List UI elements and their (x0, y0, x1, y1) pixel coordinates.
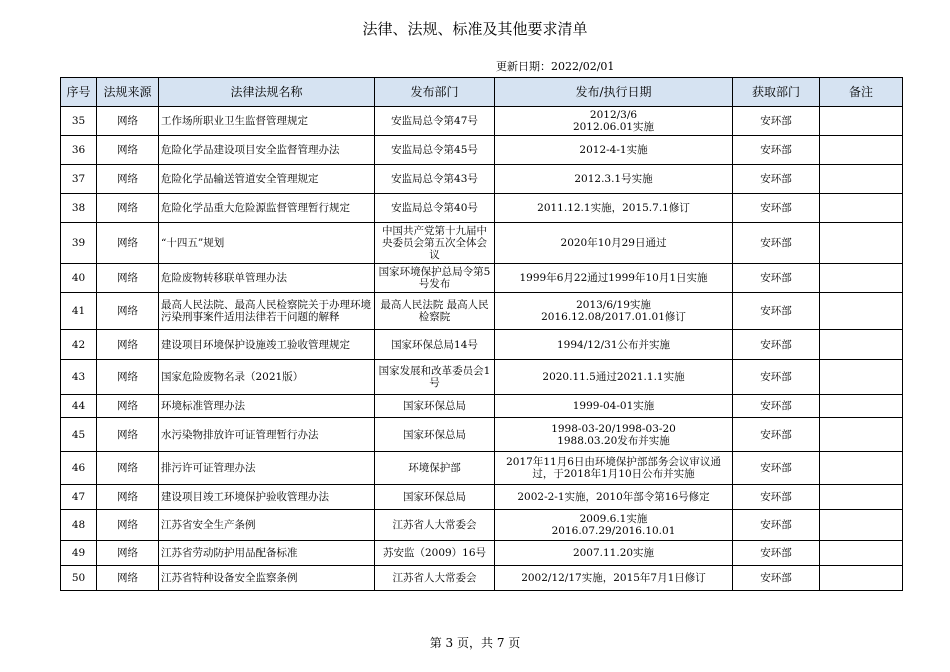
remarks-cell (820, 136, 903, 165)
remarks-cell (820, 485, 903, 510)
table-row (61, 136, 903, 165)
table-row (61, 452, 903, 485)
regulation-name: 江苏省特种设备安全监察条例 (159, 566, 375, 591)
issuing-department: 安监局总令第43号 (375, 165, 495, 194)
department-cell: 安环部 (733, 566, 820, 591)
date-cell: 2002/12/17实施，2015年7月1日修订 (495, 566, 733, 591)
date-cell: 2020年10月29日通过 (495, 223, 733, 264)
table-row (61, 165, 903, 194)
source-cell: 网络 (97, 395, 159, 418)
table-row (61, 541, 903, 566)
table-row (61, 485, 903, 510)
header-cell: 备注 (820, 78, 903, 107)
department-cell: 安环部 (733, 541, 820, 566)
department-cell: 安环部 (733, 194, 820, 223)
header-cell: 法律法规名称 (159, 78, 375, 107)
remarks-cell (820, 165, 903, 194)
row-number: 45 (61, 418, 97, 452)
table-row (61, 360, 903, 395)
date-cell: 2002-2-1实施，2010年部令第16号修定 (495, 485, 733, 510)
issuing-department: 安监局总令第45号 (375, 136, 495, 165)
header-cell: 获取部门 (733, 78, 820, 107)
regulation-name: 危险化学品重大危险源监督管理暂行规定 (159, 194, 375, 223)
remarks-cell (820, 223, 903, 264)
department-cell: 安环部 (733, 223, 820, 264)
row-number: 41 (61, 293, 97, 330)
regulation-name: 最高人民法院、最高人民检察院关于办理环境污染刑事案件适用法律若干问题的解释 (159, 293, 375, 330)
issuing-department: 安监局总令第47号 (375, 107, 495, 136)
date-cell: 2012/3/6 2012.06.01实施 (495, 107, 733, 136)
source-cell: 网络 (97, 223, 159, 264)
regulation-name: 建设项目竣工环境保护验收管理办法 (159, 485, 375, 510)
date-cell: 2009.6.1实施 2016.07.29/2016.10.01 (495, 510, 733, 541)
regulation-name: 排污许可证管理办法 (159, 452, 375, 485)
issuing-department: 安监局总令第40号 (375, 194, 495, 223)
table-row (61, 107, 903, 136)
source-cell: 网络 (97, 360, 159, 395)
row-number: 47 (61, 485, 97, 510)
department-cell: 安环部 (733, 264, 820, 293)
department-cell: 安环部 (733, 165, 820, 194)
source-cell: 网络 (97, 485, 159, 510)
row-number: 40 (61, 264, 97, 293)
source-cell: 网络 (97, 165, 159, 194)
regulation-name: 环境标准管理办法 (159, 395, 375, 418)
remarks-cell (820, 107, 903, 136)
regulation-name: 建设项目环境保护设施竣工验收管理规定 (159, 330, 375, 360)
document-title: 法律、法规、标准及其他要求清单 (362, 20, 588, 38)
table-row (61, 264, 903, 293)
table-row (61, 223, 903, 264)
row-number: 48 (61, 510, 97, 541)
remarks-cell (820, 264, 903, 293)
row-number: 39 (61, 223, 97, 264)
issuing-department: 中国共产党第十九届中央委员会第五次全体会议 (375, 223, 495, 264)
header-cell: 序号 (61, 78, 97, 107)
issuing-department: 国家环保总局14号 (375, 330, 495, 360)
table-row (61, 510, 903, 541)
remarks-cell (820, 452, 903, 485)
department-cell: 安环部 (733, 293, 820, 330)
issuing-department: 国家环境保护总局令第5号发布 (375, 264, 495, 293)
regulation-name: 危险化学品输送管道安全管理规定 (159, 165, 375, 194)
remarks-cell (820, 541, 903, 566)
row-number: 35 (61, 107, 97, 136)
remarks-cell (820, 566, 903, 591)
department-cell: 安环部 (733, 485, 820, 510)
row-number: 36 (61, 136, 97, 165)
issuing-department: 国家环保总局 (375, 418, 495, 452)
date-cell: 2007.11.20实施 (495, 541, 733, 566)
issuing-department: 苏安监（2009）16号 (375, 541, 495, 566)
source-cell: 网络 (97, 566, 159, 591)
table-row (61, 566, 903, 591)
issuing-department: 江苏省人大常委会 (375, 566, 495, 591)
date-cell: 2020.11.5通过2021.1.1实施 (495, 360, 733, 395)
regulation-name: 危险废物转移联单管理办法 (159, 264, 375, 293)
row-number: 50 (61, 566, 97, 591)
remarks-cell (820, 395, 903, 418)
regulation-name: 工作场所职业卫生监督管理规定 (159, 107, 375, 136)
regulations-table (60, 77, 903, 591)
regulation-name: 江苏省安全生产条例 (159, 510, 375, 541)
remarks-cell (820, 293, 903, 330)
department-cell: 安环部 (733, 136, 820, 165)
row-number: 42 (61, 330, 97, 360)
issuing-department: 国家发展和改革委员会1号 (375, 360, 495, 395)
regulation-name: 水污染物排放许可证管理暂行办法 (159, 418, 375, 452)
date-cell: 1998-03-20/1998-03-20 1988.03.20发布并实施 (495, 418, 733, 452)
remarks-cell (820, 330, 903, 360)
row-number: 43 (61, 360, 97, 395)
source-cell: 网络 (97, 194, 159, 223)
issuing-department: 最高人民法院 最高人民检察院 (375, 293, 495, 330)
table-row (61, 330, 903, 360)
header-cell: 发布部门 (375, 78, 495, 107)
source-cell: 网络 (97, 541, 159, 566)
header-cell: 法规来源 (97, 78, 159, 107)
department-cell: 安环部 (733, 452, 820, 485)
source-cell: 网络 (97, 510, 159, 541)
update-date: 更新日期：2022/02/01 (496, 60, 615, 73)
source-cell: 网络 (97, 264, 159, 293)
department-cell: 安环部 (733, 360, 820, 395)
row-number: 37 (61, 165, 97, 194)
row-number: 49 (61, 541, 97, 566)
date-cell: 1999年6月22通过1999年10月1日实施 (495, 264, 733, 293)
date-cell: 2017年11月6日由环境保护部部务会议审议通过，于2018年1月10日公布并实施 (495, 452, 733, 485)
regulation-name: “十四五”规划 (159, 223, 375, 264)
row-number: 44 (61, 395, 97, 418)
header-cell: 发布/执行日期 (495, 78, 733, 107)
row-number: 46 (61, 452, 97, 485)
page-number: 第 3 页，共 7 页 (429, 636, 521, 650)
department-cell: 安环部 (733, 418, 820, 452)
department-cell: 安环部 (733, 395, 820, 418)
regulation-name: 国家危险废物名录（2021版） (159, 360, 375, 395)
date-cell: 2012-4-1实施 (495, 136, 733, 165)
table-row (61, 194, 903, 223)
department-cell: 安环部 (733, 107, 820, 136)
issuing-department: 环境保护部 (375, 452, 495, 485)
source-cell: 网络 (97, 330, 159, 360)
regulation-name: 危险化学品建设项目安全监督管理办法 (159, 136, 375, 165)
remarks-cell (820, 194, 903, 223)
table-header-row (61, 78, 903, 107)
table-row (61, 418, 903, 452)
source-cell: 网络 (97, 418, 159, 452)
issuing-department: 江苏省人大常委会 (375, 510, 495, 541)
source-cell: 网络 (97, 107, 159, 136)
date-cell: 2011.12.1实施，2015.7.1修订 (495, 194, 733, 223)
issuing-department: 国家环保总局 (375, 395, 495, 418)
row-number: 38 (61, 194, 97, 223)
table-row (61, 395, 903, 418)
remarks-cell (820, 510, 903, 541)
regulation-name: 江苏省劳动防护用品配备标准 (159, 541, 375, 566)
remarks-cell (820, 418, 903, 452)
source-cell: 网络 (97, 136, 159, 165)
source-cell: 网络 (97, 293, 159, 330)
date-cell: 2012.3.1号实施 (495, 165, 733, 194)
department-cell: 安环部 (733, 330, 820, 360)
table-row (61, 293, 903, 330)
date-cell: 1999-04-01实施 (495, 395, 733, 418)
source-cell: 网络 (97, 452, 159, 485)
date-cell: 2013/6/19实施 2016.12.08/2017.01.01修订 (495, 293, 733, 330)
department-cell: 安环部 (733, 510, 820, 541)
date-cell: 1994/12/31公布并实施 (495, 330, 733, 360)
issuing-department: 国家环保总局 (375, 485, 495, 510)
remarks-cell (820, 360, 903, 395)
